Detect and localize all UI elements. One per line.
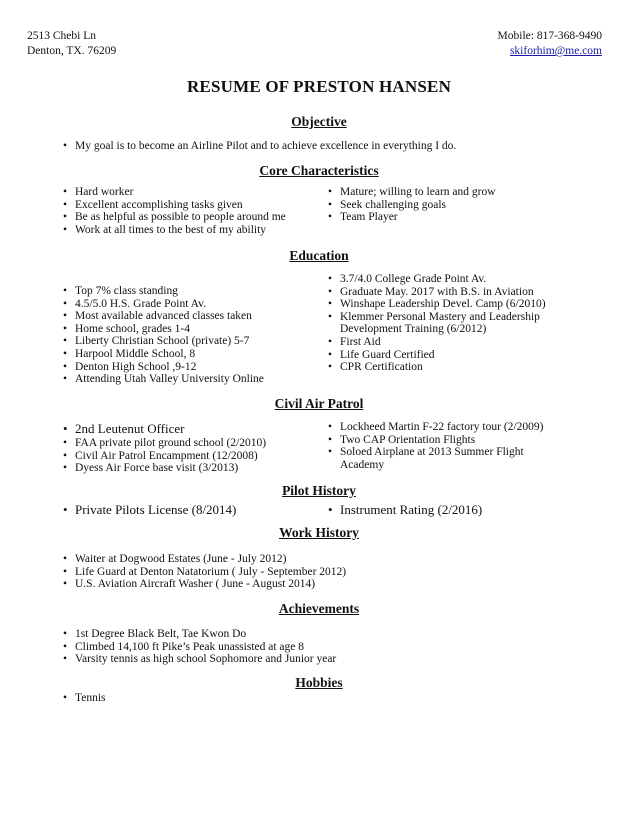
hobbies-list [63, 692, 106, 705]
list-item: • Graduate May. 2017 with B.S. in Aviation [328, 285, 534, 298]
pilot-history-heading: Pilot History [282, 483, 356, 498]
bullet-icon: • [328, 273, 333, 285]
bullet-icon: • [328, 348, 333, 361]
list-item: • Waiter at Dogwood Estates (June - July 2012) [63, 553, 287, 565]
list-item: • Work at all times to the best of my ability [63, 223, 267, 236]
education-list-left [63, 285, 264, 386]
achievements-heading: Achievements [278, 601, 360, 616]
pilot-list-left [63, 502, 236, 517]
bullet-icon: • [63, 421, 68, 436]
email-link[interactable]: skiforhim@me.com [509, 45, 602, 57]
work-list [63, 553, 346, 591]
list-item: • Lockheed Martin F-22 factory tour (2/2009) [328, 421, 544, 433]
list-item: • Harpool Middle School, 8 [63, 347, 196, 360]
list-item: • Varsity tennis as high school Sophomore and Junior year [63, 653, 337, 666]
contact-block [498, 29, 602, 59]
bullet-icon: • [63, 449, 68, 462]
list-item: • Seek challenging goals [328, 198, 447, 211]
list-item: • FAA private pilot ground school (2/2010) [63, 437, 267, 449]
bullet-icon: • [63, 310, 68, 323]
bullet-icon: • [328, 310, 333, 323]
bullet-icon: • [328, 421, 333, 433]
core-list-right [328, 186, 568, 224]
list-item: • CPR Certification [328, 361, 423, 374]
objective-heading: Objective [291, 114, 347, 129]
bullet-icon: • [63, 347, 68, 360]
core-list-left [63, 186, 286, 236]
list-item: • Be as helpful as possible to people around me [63, 211, 286, 224]
mobile-number: Mobile: 817-368-9490 [497, 30, 602, 42]
address-block [27, 29, 116, 59]
bullet-icon: • [63, 140, 68, 152]
bullet-icon: • [63, 578, 68, 591]
bullet-icon: • [328, 361, 333, 374]
bullet-icon: • [328, 285, 333, 298]
address-line-2: Denton, TX. 76209 [27, 45, 117, 57]
bullet-icon: • [63, 211, 68, 224]
cap-list-left [63, 421, 266, 475]
list-item: • Most available advanced classes taken [63, 310, 252, 323]
bullet-icon: • [63, 198, 68, 211]
list-item: • Climbed 14,100 ft Pike’s Peak unassisted at age 8 [63, 640, 305, 653]
list-item: • 3.7/4.0 College Grade Point Av. [328, 273, 487, 285]
list-item: • My goal is to become an Airline Pilot and to achieve excellence in everything I do. [63, 140, 457, 152]
list-item: • Denton High School ,9-12 [63, 360, 197, 373]
work-history-heading: Work History [279, 525, 359, 540]
resume-title: RESUME OF PRESTON HANSEN [186, 77, 452, 96]
address-line-1: 2513 Chebi Ln [27, 30, 96, 42]
list-item: • Life Guard Certified [328, 348, 435, 361]
bullet-icon: • [328, 198, 333, 211]
list-item: • 1st Degree Black Belt, Tae Kwon Do [63, 628, 247, 640]
achievements-list [63, 628, 336, 666]
list-item: • Dyess Air Force base visit (3/2013) [63, 462, 239, 475]
bullet-icon: • [63, 565, 68, 578]
objective-list [63, 140, 456, 153]
bullet-icon: • [328, 433, 333, 446]
education-heading: Education [289, 248, 349, 263]
bullet-icon: • [328, 211, 333, 224]
bullet-icon: • [328, 335, 333, 348]
list-item: • Klemmer Personal Mastery and Leadership Development Training (6/2012) [328, 310, 540, 336]
bullet-icon: • [328, 502, 333, 517]
bullet-icon: • [63, 335, 68, 348]
list-item: • U.S. Aviation Aircraft Washer ( June - August 2014) [63, 578, 316, 591]
hobbies-heading: Hobbies [295, 675, 343, 690]
list-item: • Two CAP Orientation Flights [328, 433, 476, 446]
list-item: • Life Guard at Denton Natatorium ( July - September 2012) [63, 565, 347, 578]
list-item: • Soloed Airplane at 2013 Summer Flight Academy [328, 446, 524, 471]
bullet-icon: • [63, 653, 68, 666]
bullet-icon: • [63, 223, 68, 236]
list-item: • Home school, grades 1-4 [63, 322, 190, 335]
list-item: • Private Pilots License (8/2014) [63, 502, 237, 517]
bullet-icon: • [63, 437, 68, 449]
bullet-icon: • [63, 553, 68, 565]
pilot-list-right [328, 502, 568, 517]
list-item: • 4.5/5.0 H.S. Grade Point Av. [63, 297, 206, 310]
list-item: • Civil Air Patrol Encampment (12/2008) [63, 449, 258, 462]
bullet-icon: • [63, 322, 68, 335]
bullet-icon: • [63, 186, 68, 198]
bullet-icon: • [63, 692, 68, 704]
cap-list-right [328, 421, 558, 471]
list-item: • Instrument Rating (2/2016) [328, 502, 483, 517]
bullet-icon: • [63, 285, 68, 297]
bullet-icon: • [63, 360, 68, 373]
bullet-icon: • [328, 186, 333, 198]
civil-air-patrol-heading: Civil Air Patrol [274, 396, 364, 411]
list-item: • First Aid [328, 335, 381, 348]
bullet-icon: • [63, 297, 68, 310]
bullet-icon: • [328, 446, 333, 459]
bullet-icon: • [63, 502, 68, 517]
core-heading: Core Characteristics [259, 163, 379, 178]
list-item: • Hard worker [63, 186, 134, 198]
bullet-icon: • [63, 373, 68, 386]
bullet-icon: • [63, 640, 68, 653]
list-item: • Attending Utah Valley University Online [63, 373, 264, 386]
list-item: • Excellent accomplishing tasks given [63, 198, 243, 211]
list-item: • Mature; willing to learn and grow [328, 186, 496, 198]
bullet-icon: • [63, 462, 68, 475]
list-item: • Tennis [63, 692, 106, 704]
list-item: • Winshape Leadership Devel. Camp (6/2010) [328, 298, 546, 311]
list-item: • Team Player [328, 211, 398, 224]
bullet-icon: • [63, 628, 68, 640]
list-item: • 2nd Leutenut Officer [63, 421, 185, 436]
education-list-right [328, 273, 568, 374]
bullet-icon: • [328, 298, 333, 311]
list-item: • Top 7% class standing [63, 285, 179, 297]
list-item: • Liberty Christian School (private) 5-7 [63, 335, 250, 348]
